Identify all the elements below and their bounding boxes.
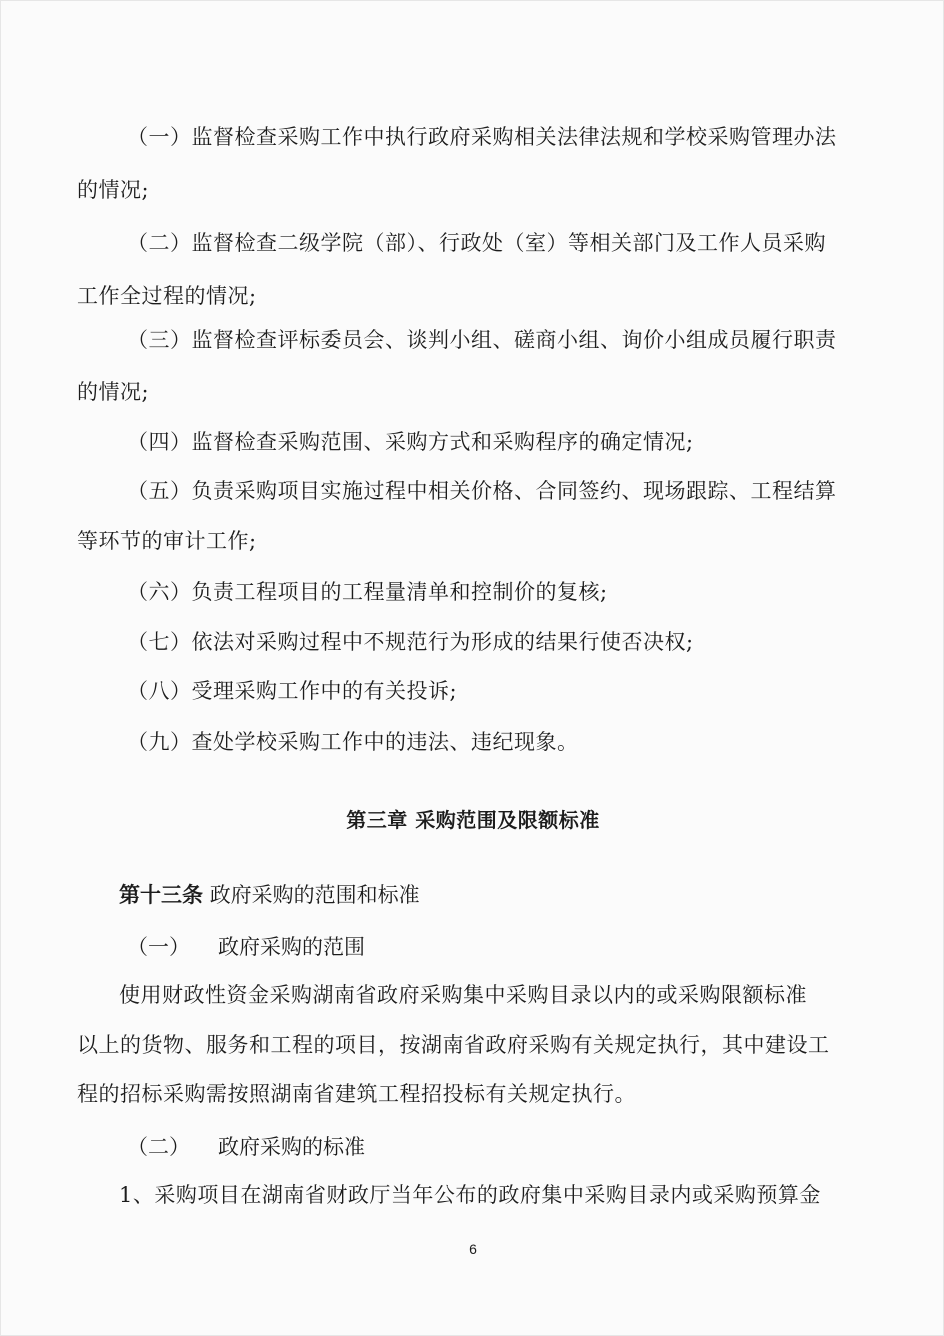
subsection-heading (127, 931, 365, 961)
paragraph-line: （七）依法对采购过程中不规范行为形成的结果行使否决权; (127, 630, 694, 654)
chapter-heading: 第三章 采购范围及限额标准 (346, 808, 600, 832)
paragraph-line: （三）监督检查评标委员会、谈判小组、磋商小组、询价小组成员履行职责 (127, 328, 837, 352)
paragraph-line: 等环节的审计工作; (77, 529, 257, 553)
paragraph-line: 使用财政性资金采购湖南省政府采购集中采购目录以内的或采购限额标准 (119, 983, 807, 1007)
paragraph-line: （六）负责工程项目的工程量清单和控制价的复核; (127, 580, 608, 604)
paragraph-line: 工作全过程的情况; (77, 284, 257, 308)
subsection-heading (127, 1131, 365, 1161)
subsection-number: （二） (127, 1135, 190, 1159)
paragraph-line: （五）负责采购项目实施过程中相关价格、合同签约、现场跟踪、工程结算 (127, 479, 837, 503)
paragraph-line: （一）监督检查采购工作中执行政府采购相关法律法规和学校采购管理办法 (127, 125, 837, 149)
paragraph-line: （八）受理采购工作中的有关投诉; (127, 679, 458, 703)
paragraph-line: （四）监督检查采购范围、采购方式和采购程序的确定情况; (127, 430, 694, 454)
subsection-number: （一） (127, 935, 190, 959)
paragraph-line: （九）查处学校采购工作中的违法、违纪现象。 (127, 730, 579, 754)
paragraph-line: （二）监督检查二级学院（部）、行政处（室）等相关部门及工作人员采购 (127, 231, 826, 255)
subsection-title: 政府采购的标准 (218, 1135, 365, 1159)
paragraph-line: 1、采购项目在湖南省财政厅当年公布的政府集中采购目录内或采购预算金 (119, 1183, 821, 1207)
article-number: 第十三条 (119, 882, 203, 907)
article-title: 政府采购的范围和标准 (209, 883, 420, 907)
paragraph-line: 的情况; (77, 178, 150, 202)
paragraph-line: 的情况; (77, 380, 150, 404)
paragraph-line: 以上的货物、服务和工程的项目，按湖南省政府采购有关规定执行，其中建设工 (77, 1033, 830, 1057)
paragraph-line: 程的招标采购需按照湖南省建筑工程招投标有关规定执行。 (77, 1082, 636, 1106)
article-heading (119, 879, 420, 909)
page-number: 6 (469, 1241, 477, 1257)
subsection-title: 政府采购的范围 (218, 935, 365, 959)
